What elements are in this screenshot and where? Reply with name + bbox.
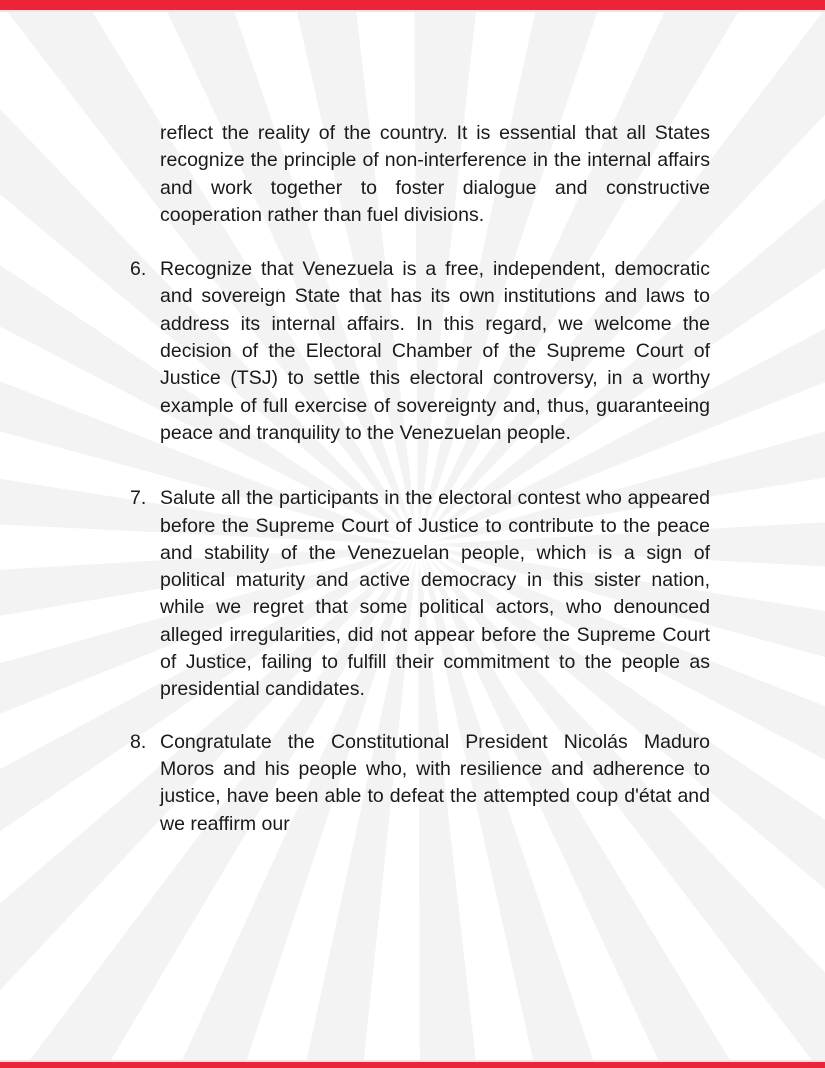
numbered-list-item: [130, 256, 710, 447]
list-item-number: 8.: [130, 730, 147, 753]
top-accent-bar: [0, 0, 825, 10]
top-accent-line: [0, 10, 825, 12]
list-item-number: 6.: [130, 258, 147, 281]
list-item-text: Congratulate the Constitutional President Nicolás Maduro Moros and his people who, with resilience and adherence to justice, have been able to defeat the attempted coup d'état and we reaffirm our: [160, 730, 710, 835]
document-body: [130, 120, 710, 838]
list-item-text: Salute all the participants in the electoral contest who appeared before the Supreme Court of Justice to contribute to the peace and stability of the Venezuelan people, which is a sign of political maturity and active democracy in this sister nation, while we regret that some political actors, who denounced alleged irregularities, did not appear before the Supreme Court of Justice, failing to fulfill their commitment to the people as presidential candidates.: [160, 487, 710, 701]
list-item-text: Recognize that Venezuela is a free, independent, democratic and sovereign State that has its own institutions and laws to address its internal affairs. In this regard, we welcome the decision of the Electoral Chamber of the Supreme Court of Justice (TSJ) to settle this electoral controversy, in a worthy example of full exercise of sovereignty and, thus, guaranteeing peace and tranquility to the Venezuelan people.: [160, 258, 710, 444]
bottom-accent-bar: [0, 1062, 825, 1068]
continuation-paragraph: reflect the reality of the country. It is essential that all States recognize the principle of non-interference in the internal affairs and work together to foster dialogue and constructive cooperation rather than fuel divisions.: [160, 122, 710, 226]
numbered-list-item: [130, 485, 710, 703]
list-item-number: 7.: [130, 487, 147, 510]
numbered-list-item: [130, 729, 710, 838]
